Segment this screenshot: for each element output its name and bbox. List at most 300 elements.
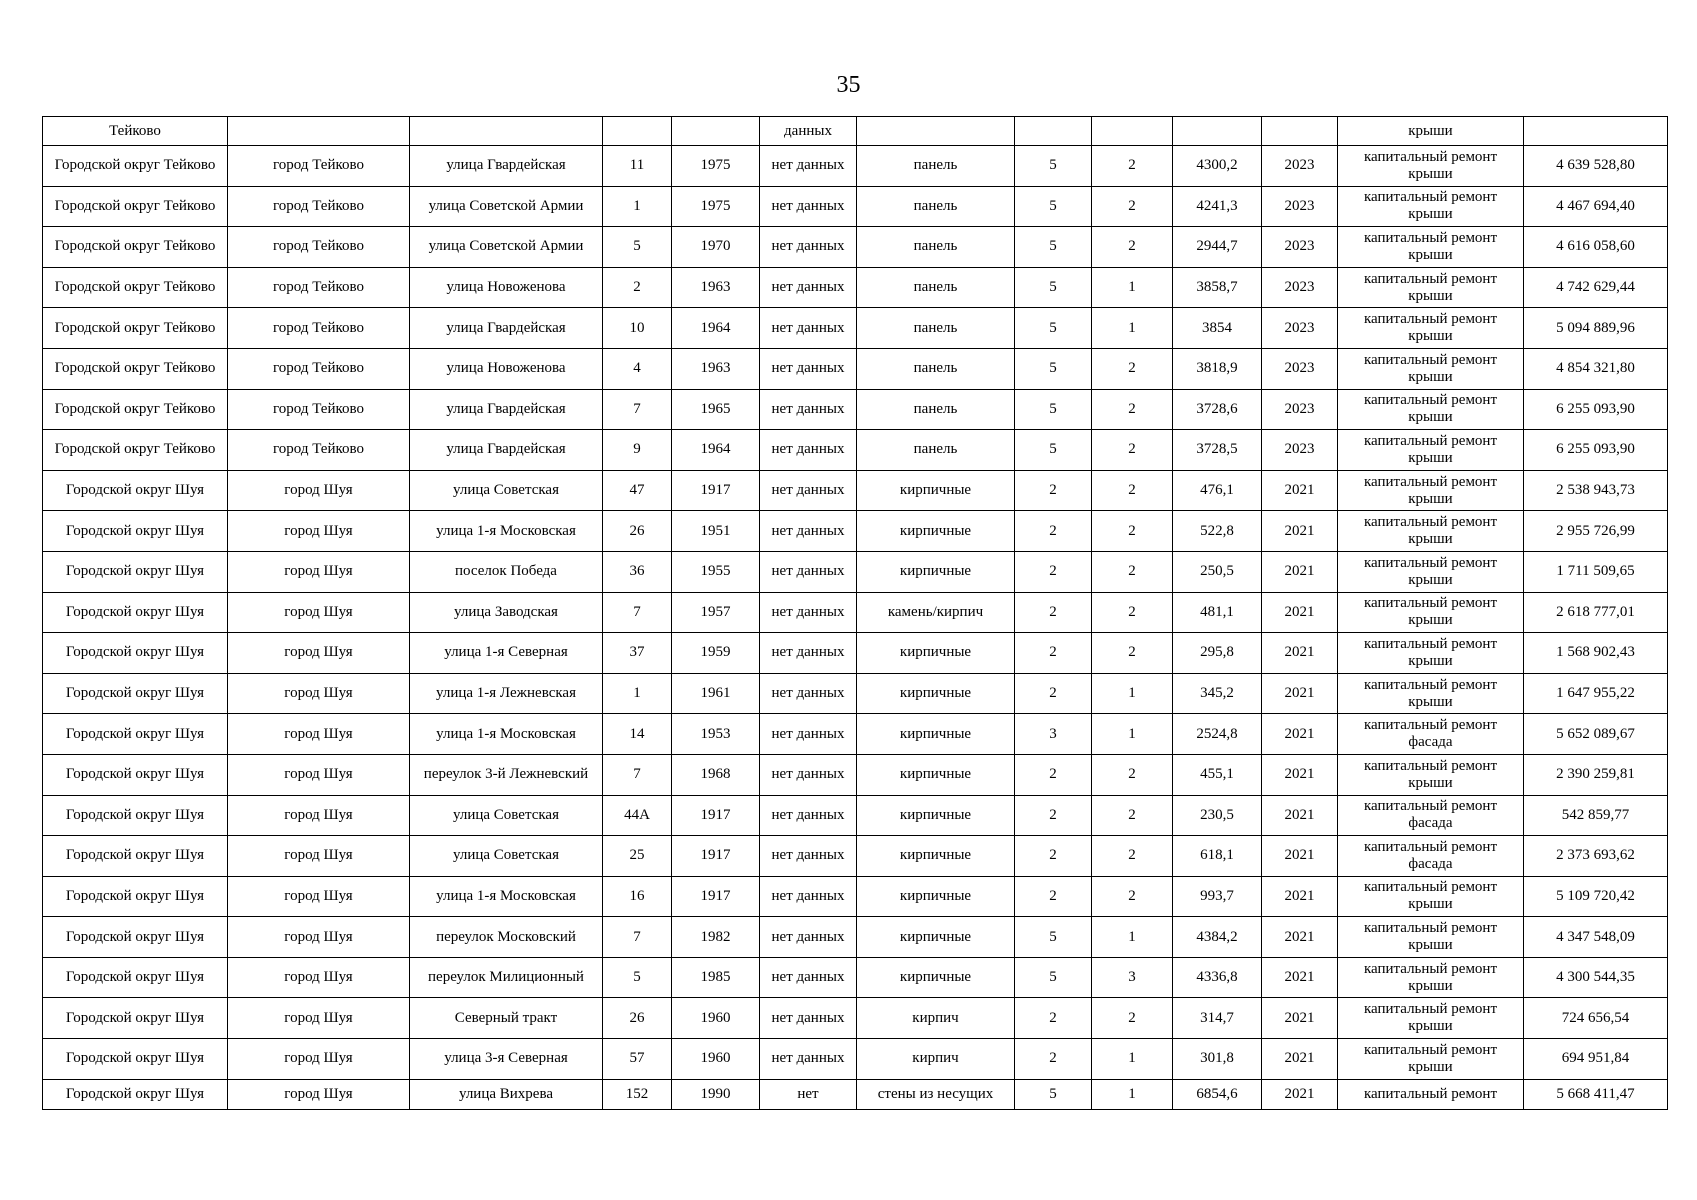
cell-municipality: Городской округ Шуя (43, 592, 228, 633)
cell-area: 476,1 (1173, 470, 1262, 511)
cell-work-type: капитальный ремонт крыши (1338, 470, 1524, 511)
cell-street: улица 1-я Московская (410, 876, 603, 917)
cell-settlement: город Тейково (228, 186, 410, 227)
housing-repair-table (42, 116, 1668, 1110)
cell-floors: 3 (1015, 714, 1092, 755)
cell-cost: 4 467 694,40 (1524, 186, 1668, 227)
cell-entrances: 2 (1092, 551, 1173, 592)
table-row (43, 836, 1668, 877)
table-row (43, 1079, 1668, 1109)
cell-municipality: Городской округ Шуя (43, 836, 228, 877)
cell-settlement: город Тейково (228, 430, 410, 471)
cell-municipality: Городской округ Тейково (43, 430, 228, 471)
cell-municipality: Городской округ Тейково (43, 389, 228, 430)
cell-work-type: капитальный ремонт крыши (1338, 917, 1524, 958)
cell-house: 7 (603, 592, 672, 633)
cell-plan-year: 2021 (1262, 551, 1338, 592)
cell-plan-year: 2023 (1262, 308, 1338, 349)
cell-wall-material: кирпичные (857, 754, 1015, 795)
cell-municipality: Городской округ Шуя (43, 754, 228, 795)
cell-settlement: город Шуя (228, 551, 410, 592)
cell-year-built: 1955 (672, 551, 760, 592)
cell-year-commissioning: нет данных (760, 998, 857, 1039)
cell-year-built: 1965 (672, 389, 760, 430)
cell-cost: 5 652 089,67 (1524, 714, 1668, 755)
cell-year-built: 1960 (672, 998, 760, 1039)
cell-plan-year: 2021 (1262, 592, 1338, 633)
cell-entrances: 2 (1092, 998, 1173, 1039)
cell-cost: 6 255 093,90 (1524, 389, 1668, 430)
cell-cost: 4 347 548,09 (1524, 917, 1668, 958)
cell-house: 1 (603, 673, 672, 714)
cell-settlement: город Шуя (228, 795, 410, 836)
cell-year-commissioning: нет данных (760, 551, 857, 592)
cell-work-type: капитальный ремонт крыши (1338, 430, 1524, 471)
cell-house: 16 (603, 876, 672, 917)
cell-municipality: Городской округ Шуя (43, 998, 228, 1039)
cell-cost: 5 668 411,47 (1524, 1079, 1668, 1109)
cell-plan-year: 2023 (1262, 146, 1338, 187)
cell-year-built: 1917 (672, 876, 760, 917)
table-row (43, 551, 1668, 592)
cell-cost: 2 955 726,99 (1524, 511, 1668, 552)
cell-area: 6854,6 (1173, 1079, 1262, 1109)
cell-house: 152 (603, 1079, 672, 1109)
cell-municipality: Городской округ Шуя (43, 1079, 228, 1109)
cell-entrances: 1 (1092, 714, 1173, 755)
cell-area: 230,5 (1173, 795, 1262, 836)
cell-street: улица Гвардейская (410, 430, 603, 471)
cell-plan-year: 2021 (1262, 836, 1338, 877)
cell-floors: 2 (1015, 551, 1092, 592)
cell-wall-material: кирпичные (857, 633, 1015, 674)
cell-plan-year: 2021 (1262, 714, 1338, 755)
cell-year-built: 1953 (672, 714, 760, 755)
table-row (43, 146, 1668, 187)
cell-house: 14 (603, 714, 672, 755)
cell-settlement: город Шуя (228, 1039, 410, 1080)
table-row (43, 917, 1668, 958)
cell-wall-material: панель (857, 186, 1015, 227)
cell-house: 7 (603, 389, 672, 430)
cell-area: 301,8 (1173, 1039, 1262, 1080)
cell-area: 3728,5 (1173, 430, 1262, 471)
cell-cost: 2 618 777,01 (1524, 592, 1668, 633)
cell-entrances: 2 (1092, 633, 1173, 674)
cell-floors: 2 (1015, 592, 1092, 633)
cell-work-type: капитальный ремонт крыши (1338, 511, 1524, 552)
cell-house: 7 (603, 754, 672, 795)
cell-wall-material: камень/кирпич (857, 592, 1015, 633)
cell-house: 2 (603, 267, 672, 308)
cell-plan-year: 2023 (1262, 227, 1338, 268)
cell-wall-material: кирпичные (857, 673, 1015, 714)
cell-area: 345,2 (1173, 673, 1262, 714)
cell-entrances: 2 (1092, 348, 1173, 389)
cell-work-type: капитальный ремонт крыши (1338, 267, 1524, 308)
cell-floors: 2 (1015, 836, 1092, 877)
cell-area: 993,7 (1173, 876, 1262, 917)
cell-area: 3728,6 (1173, 389, 1262, 430)
cell-street: улица 1-я Лежневская (410, 673, 603, 714)
cell-entrances: 3 (1092, 957, 1173, 998)
cell-street: улица Советской Армии (410, 227, 603, 268)
cell-wall-material: кирпичные (857, 836, 1015, 877)
cell-floors: 2 (1015, 876, 1092, 917)
cell-plan-year: 2021 (1262, 917, 1338, 958)
cell-municipality: Городской округ Тейково (43, 308, 228, 349)
cell-year-built: 1990 (672, 1079, 760, 1109)
cell-year-commissioning: нет данных (760, 633, 857, 674)
cell-cost: 4 616 058,60 (1524, 227, 1668, 268)
cell-plan-year: 2021 (1262, 1039, 1338, 1080)
cell-plan-year: 2021 (1262, 1079, 1338, 1109)
cell-area: 3854 (1173, 308, 1262, 349)
cell-street: переулок 3-й Лежневский (410, 754, 603, 795)
cell-year-built: 1917 (672, 795, 760, 836)
cell-floors: 5 (1015, 186, 1092, 227)
cell-area: 314,7 (1173, 998, 1262, 1039)
cell-area: 2524,8 (1173, 714, 1262, 755)
cell-year-commissioning: нет данных (760, 389, 857, 430)
cell-year-commissioning: нет данных (760, 348, 857, 389)
table-row (43, 754, 1668, 795)
table-row (43, 186, 1668, 227)
table-row (43, 389, 1668, 430)
cell-settlement: город Тейково (228, 227, 410, 268)
cell-municipality: Городской округ Шуя (43, 876, 228, 917)
cell-settlement: город Тейково (228, 146, 410, 187)
cell-floors: 2 (1015, 511, 1092, 552)
cell-house: 57 (603, 1039, 672, 1080)
cell-year-built: 1975 (672, 186, 760, 227)
cell-work-type: капитальный ремонт крыши (1338, 673, 1524, 714)
cell-house: 26 (603, 998, 672, 1039)
cell-floors: 2 (1015, 633, 1092, 674)
cell-street: улица 1-я Московская (410, 714, 603, 755)
cell-floors: 2 (1015, 1039, 1092, 1080)
cell-entrances: 2 (1092, 227, 1173, 268)
cell-work-type: капитальный ремонт фасада (1338, 714, 1524, 755)
cell-plan-year: 2023 (1262, 186, 1338, 227)
table-row (43, 267, 1668, 308)
cell-wall-material: кирпичные (857, 470, 1015, 511)
cell-wall-material: панель (857, 146, 1015, 187)
cell-settlement: город Шуя (228, 592, 410, 633)
cell-year-built: 1964 (672, 430, 760, 471)
cell-settlement: город Шуя (228, 998, 410, 1039)
cell-floors: 5 (1015, 267, 1092, 308)
cell-house: 37 (603, 633, 672, 674)
cell-work-type: крыши (1338, 117, 1524, 146)
cell-plan-year: 2023 (1262, 348, 1338, 389)
cell-cost: 1 568 902,43 (1524, 633, 1668, 674)
cell-work-type: капитальный ремонт крыши (1338, 348, 1524, 389)
cell-area: 522,8 (1173, 511, 1262, 552)
cell-year-commissioning: нет данных (760, 186, 857, 227)
cell-work-type: капитальный ремонт крыши (1338, 389, 1524, 430)
cell-settlement: город Шуя (228, 876, 410, 917)
cell-house: 47 (603, 470, 672, 511)
cell-floors: 2 (1015, 795, 1092, 836)
table-row (43, 673, 1668, 714)
cell-street: улица Советская (410, 836, 603, 877)
cell-cost (1524, 117, 1668, 146)
cell-street: улица Вихрева (410, 1079, 603, 1109)
cell-street: улица 1-я Московская (410, 511, 603, 552)
cell-work-type: капитальный ремонт крыши (1338, 186, 1524, 227)
cell-entrances: 1 (1092, 1039, 1173, 1080)
cell-year-commissioning: нет данных (760, 227, 857, 268)
cell-settlement: город Шуя (228, 957, 410, 998)
cell-floors: 5 (1015, 308, 1092, 349)
cell-house: 7 (603, 917, 672, 958)
cell-floors: 5 (1015, 917, 1092, 958)
cell-wall-material: кирпич (857, 1039, 1015, 1080)
cell-work-type: капитальный ремонт крыши (1338, 551, 1524, 592)
cell-entrances: 2 (1092, 795, 1173, 836)
cell-year-commissioning: данных (760, 117, 857, 146)
cell-plan-year: 2021 (1262, 795, 1338, 836)
cell-wall-material: панель (857, 227, 1015, 268)
cell-house: 10 (603, 308, 672, 349)
cell-settlement (228, 117, 410, 146)
cell-area: 3818,9 (1173, 348, 1262, 389)
cell-year-commissioning: нет данных (760, 917, 857, 958)
cell-work-type: капитальный ремонт крыши (1338, 1039, 1524, 1080)
cell-work-type: капитальный ремонт крыши (1338, 876, 1524, 917)
cell-year-built: 1970 (672, 227, 760, 268)
cell-work-type: капитальный ремонт крыши (1338, 754, 1524, 795)
cell-house: 5 (603, 227, 672, 268)
cell-year-commissioning: нет данных (760, 714, 857, 755)
cell-cost: 4 300 544,35 (1524, 957, 1668, 998)
cell-area: 250,5 (1173, 551, 1262, 592)
cell-area: 2944,7 (1173, 227, 1262, 268)
cell-municipality: Городской округ Шуя (43, 470, 228, 511)
cell-house: 26 (603, 511, 672, 552)
cell-work-type: капитальный ремонт крыши (1338, 633, 1524, 674)
table-row (43, 470, 1668, 511)
cell-cost: 1 711 509,65 (1524, 551, 1668, 592)
cell-floors: 5 (1015, 957, 1092, 998)
cell-house: 44А (603, 795, 672, 836)
cell-floors: 5 (1015, 430, 1092, 471)
cell-wall-material: кирпичные (857, 917, 1015, 958)
cell-year-built: 1968 (672, 754, 760, 795)
cell-settlement: город Шуя (228, 511, 410, 552)
cell-entrances: 1 (1092, 673, 1173, 714)
cell-year-built: 1975 (672, 146, 760, 187)
cell-area: 4241,3 (1173, 186, 1262, 227)
cell-wall-material: стены из несущих (857, 1079, 1015, 1109)
cell-entrances: 2 (1092, 470, 1173, 511)
cell-street: переулок Московский (410, 917, 603, 958)
cell-floors: 2 (1015, 470, 1092, 511)
cell-area: 3858,7 (1173, 267, 1262, 308)
cell-municipality: Городской округ Тейково (43, 227, 228, 268)
cell-municipality: Городской округ Тейково (43, 348, 228, 389)
cell-municipality: Городской округ Тейково (43, 267, 228, 308)
cell-wall-material: панель (857, 348, 1015, 389)
table-row (43, 592, 1668, 633)
table-row (43, 511, 1668, 552)
cell-year-commissioning: нет (760, 1079, 857, 1109)
cell-year-built: 1964 (672, 308, 760, 349)
cell-wall-material: панель (857, 308, 1015, 349)
cell-house: 4 (603, 348, 672, 389)
cell-house: 1 (603, 186, 672, 227)
cell-wall-material: панель (857, 430, 1015, 471)
cell-cost: 1 647 955,22 (1524, 673, 1668, 714)
cell-entrances: 2 (1092, 836, 1173, 877)
cell-plan-year: 2023 (1262, 389, 1338, 430)
cell-entrances: 2 (1092, 146, 1173, 187)
cell-municipality: Городской округ Шуя (43, 633, 228, 674)
cell-area: 295,8 (1173, 633, 1262, 674)
cell-street: улица Гвардейская (410, 389, 603, 430)
cell-area: 618,1 (1173, 836, 1262, 877)
cell-settlement: город Тейково (228, 389, 410, 430)
cell-year-built: 1985 (672, 957, 760, 998)
cell-cost: 5 109 720,42 (1524, 876, 1668, 917)
cell-wall-material: кирпичные (857, 876, 1015, 917)
table-row (43, 633, 1668, 674)
cell-work-type: капитальный ремонт (1338, 1079, 1524, 1109)
cell-entrances: 2 (1092, 876, 1173, 917)
cell-entrances: 1 (1092, 308, 1173, 349)
cell-plan-year: 2021 (1262, 633, 1338, 674)
table-row (43, 227, 1668, 268)
cell-settlement: город Шуя (228, 836, 410, 877)
cell-settlement: город Шуя (228, 470, 410, 511)
cell-cost: 2 538 943,73 (1524, 470, 1668, 511)
cell-street: улица Гвардейская (410, 146, 603, 187)
cell-year-commissioning: нет данных (760, 267, 857, 308)
cell-wall-material: панель (857, 389, 1015, 430)
cell-settlement: город Шуя (228, 633, 410, 674)
cell-cost: 694 951,84 (1524, 1039, 1668, 1080)
cell-street: улица Заводская (410, 592, 603, 633)
cell-street: улица Гвардейская (410, 308, 603, 349)
cell-work-type: капитальный ремонт крыши (1338, 146, 1524, 187)
cell-floors: 2 (1015, 754, 1092, 795)
cell-plan-year: 2023 (1262, 430, 1338, 471)
cell-wall-material: кирпичные (857, 795, 1015, 836)
cell-house: 25 (603, 836, 672, 877)
cell-floors: 5 (1015, 1079, 1092, 1109)
cell-year-commissioning: нет данных (760, 754, 857, 795)
cell-street: улица 1-я Северная (410, 633, 603, 674)
cell-settlement: город Тейково (228, 348, 410, 389)
cell-year-commissioning: нет данных (760, 511, 857, 552)
cell-floors (1015, 117, 1092, 146)
cell-settlement: город Тейково (228, 267, 410, 308)
cell-year-built: 1982 (672, 917, 760, 958)
cell-entrances: 2 (1092, 511, 1173, 552)
cell-street: улица 3-я Северная (410, 1039, 603, 1080)
cell-municipality: Городской округ Шуя (43, 917, 228, 958)
cell-year-commissioning: нет данных (760, 592, 857, 633)
cell-municipality: Городской округ Шуя (43, 673, 228, 714)
cell-cost: 542 859,77 (1524, 795, 1668, 836)
cell-street: улица Новоженова (410, 348, 603, 389)
cell-house: 5 (603, 957, 672, 998)
cell-cost: 6 255 093,90 (1524, 430, 1668, 471)
cell-cost: 4 854 321,80 (1524, 348, 1668, 389)
cell-entrances: 2 (1092, 754, 1173, 795)
table-row (43, 998, 1668, 1039)
cell-year-built: 1963 (672, 267, 760, 308)
cell-municipality: Городской округ Шуя (43, 795, 228, 836)
cell-year-commissioning: нет данных (760, 308, 857, 349)
table-body (43, 117, 1668, 1110)
cell-floors: 5 (1015, 389, 1092, 430)
cell-municipality: Городской округ Шуя (43, 1039, 228, 1080)
cell-street: улица Советской Армии (410, 186, 603, 227)
cell-year-commissioning: нет данных (760, 1039, 857, 1080)
cell-municipality: Тейково (43, 117, 228, 146)
cell-street: Северный тракт (410, 998, 603, 1039)
cell-work-type: капитальный ремонт фасада (1338, 795, 1524, 836)
cell-wall-material (857, 117, 1015, 146)
cell-work-type: капитальный ремонт фасада (1338, 836, 1524, 877)
cell-street: переулок Милиционный (410, 957, 603, 998)
cell-area: 4336,8 (1173, 957, 1262, 998)
cell-street: улица Советская (410, 470, 603, 511)
cell-settlement: город Тейково (228, 308, 410, 349)
cell-wall-material: кирпичные (857, 511, 1015, 552)
cell-work-type: капитальный ремонт крыши (1338, 957, 1524, 998)
cell-plan-year: 2021 (1262, 876, 1338, 917)
cell-street: улица Новоженова (410, 267, 603, 308)
cell-area: 481,1 (1173, 592, 1262, 633)
cell-year-built: 1961 (672, 673, 760, 714)
cell-municipality: Городской округ Шуя (43, 957, 228, 998)
cell-municipality: Городской округ Тейково (43, 146, 228, 187)
cell-year-built: 1917 (672, 836, 760, 877)
table-row (43, 795, 1668, 836)
cell-work-type: капитальный ремонт крыши (1338, 227, 1524, 268)
table-row (43, 876, 1668, 917)
cell-plan-year: 2021 (1262, 754, 1338, 795)
cell-year-built: 1917 (672, 470, 760, 511)
table-row (43, 1039, 1668, 1080)
cell-street (410, 117, 603, 146)
cell-house: 9 (603, 430, 672, 471)
cell-plan-year (1262, 117, 1338, 146)
cell-work-type: капитальный ремонт крыши (1338, 592, 1524, 633)
cell-year-commissioning: нет данных (760, 673, 857, 714)
cell-year-built: 1957 (672, 592, 760, 633)
cell-work-type: капитальный ремонт крыши (1338, 998, 1524, 1039)
cell-cost: 4 742 629,44 (1524, 267, 1668, 308)
cell-floors: 2 (1015, 998, 1092, 1039)
cell-entrances: 2 (1092, 186, 1173, 227)
cell-area: 455,1 (1173, 754, 1262, 795)
cell-house (603, 117, 672, 146)
cell-plan-year: 2021 (1262, 470, 1338, 511)
cell-entrances: 1 (1092, 1079, 1173, 1109)
cell-plan-year: 2023 (1262, 267, 1338, 308)
cell-settlement: город Шуя (228, 917, 410, 958)
cell-cost: 5 094 889,96 (1524, 308, 1668, 349)
cell-street: поселок Победа (410, 551, 603, 592)
cell-area (1173, 117, 1262, 146)
table-row (43, 957, 1668, 998)
cell-plan-year: 2021 (1262, 511, 1338, 552)
cell-wall-material: кирпичные (857, 957, 1015, 998)
